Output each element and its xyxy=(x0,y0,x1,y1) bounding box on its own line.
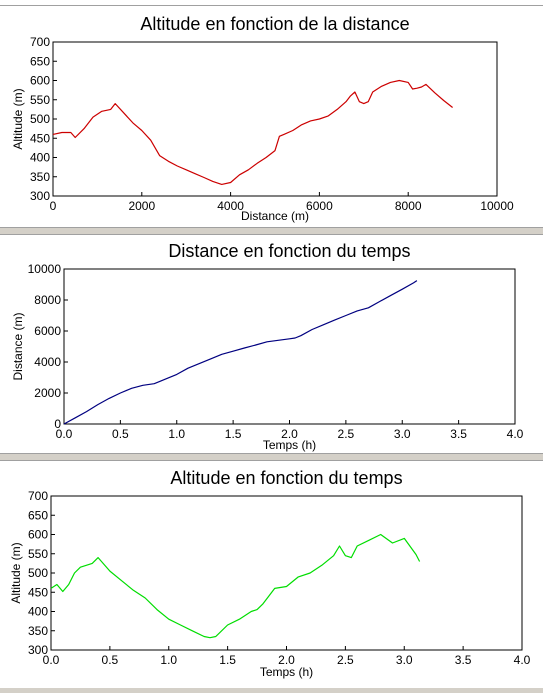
plot-area xyxy=(64,269,515,424)
chart-panel-altitude-time xyxy=(0,461,543,688)
x-axis-label: Temps (h) xyxy=(259,665,314,679)
x-tick-label: 0.5 xyxy=(112,427,129,441)
x-tick-label: 4.0 xyxy=(513,653,531,667)
x-tick-label: 2000 xyxy=(128,199,156,213)
x-tick-label: 3.0 xyxy=(395,653,413,667)
y-axis-label: Altitude (m) xyxy=(11,88,25,150)
chart-title: Altitude en fonction de la distance xyxy=(140,14,410,34)
x-tick-label: 2.5 xyxy=(337,427,355,441)
x-tick-label: 0 xyxy=(49,199,57,213)
y-tick-label: 500 xyxy=(29,112,50,126)
y-tick-label: 300 xyxy=(27,643,48,657)
x-axis-label: Distance (m) xyxy=(240,209,310,223)
y-tick-label: 500 xyxy=(27,566,48,580)
y-tick-label: 550 xyxy=(29,92,50,107)
chart-panel-distance-time xyxy=(0,235,543,453)
y-tick-label: 8000 xyxy=(34,293,61,307)
x-tick-label: 4.0 xyxy=(506,427,524,441)
x-tick-label: 0.5 xyxy=(101,653,119,667)
y-axis-label: Altitude (m) xyxy=(9,542,23,604)
x-tick-label: 2.0 xyxy=(281,427,298,441)
panel-separator[interactable] xyxy=(0,453,543,461)
x-tick-label: 1.0 xyxy=(160,653,178,667)
plot-area xyxy=(53,42,497,196)
x-tick-label: 2.5 xyxy=(337,653,354,667)
x-tick-label: 4000 xyxy=(217,199,244,213)
y-tick-label: 450 xyxy=(29,131,50,146)
y-tick-label: 650 xyxy=(29,54,50,69)
y-tick-label: 650 xyxy=(27,508,48,523)
y-tick-label: 400 xyxy=(29,150,50,165)
x-axis-label: Temps (h) xyxy=(262,438,317,452)
x-tick-label: 1.5 xyxy=(219,653,236,667)
chart-title: Altitude en fonction du temps xyxy=(170,468,403,488)
panel-separator[interactable] xyxy=(0,227,543,235)
x-tick-label: 1.5 xyxy=(224,427,242,441)
x-tick-label: 2.0 xyxy=(278,653,295,667)
y-tick-label: 300 xyxy=(29,189,50,203)
y-tick-label: 600 xyxy=(27,527,48,542)
plot-area xyxy=(51,496,522,650)
x-tick-label: 1.0 xyxy=(168,427,186,441)
x-tick-label: 10000 xyxy=(480,199,514,213)
y-tick-label: 700 xyxy=(27,489,48,503)
y-tick-label: 600 xyxy=(29,73,50,88)
y-tick-label: 4000 xyxy=(34,355,61,369)
chart-title: Distance en fonction du temps xyxy=(168,241,411,261)
chart-altitude-time xyxy=(0,461,543,688)
y-tick-label: 550 xyxy=(27,546,48,561)
x-tick-label: 8000 xyxy=(394,199,422,213)
y-tick-label: 700 xyxy=(29,35,50,49)
y-tick-label: 400 xyxy=(27,604,48,619)
y-axis-label: Distance (m) xyxy=(11,312,25,381)
x-tick-label: 3.5 xyxy=(450,427,467,441)
y-tick-label: 450 xyxy=(27,585,48,600)
y-tick-label: 10000 xyxy=(27,262,61,276)
y-tick-label: 0 xyxy=(54,417,61,431)
x-tick-label: 0.0 xyxy=(42,653,60,667)
chart-distance-time xyxy=(0,235,543,453)
chart-panel-altitude-distance xyxy=(0,6,543,227)
x-tick-label: 3.5 xyxy=(454,653,472,667)
y-tick-label: 350 xyxy=(29,169,50,184)
x-tick-label: 3.0 xyxy=(393,427,411,441)
chart-altitude-distance xyxy=(0,6,543,227)
y-tick-label: 2000 xyxy=(34,386,61,400)
y-tick-label: 6000 xyxy=(34,324,61,338)
x-tick-label: 6000 xyxy=(306,199,333,213)
y-tick-label: 350 xyxy=(27,623,48,638)
x-tick-label: 0.0 xyxy=(55,427,73,441)
